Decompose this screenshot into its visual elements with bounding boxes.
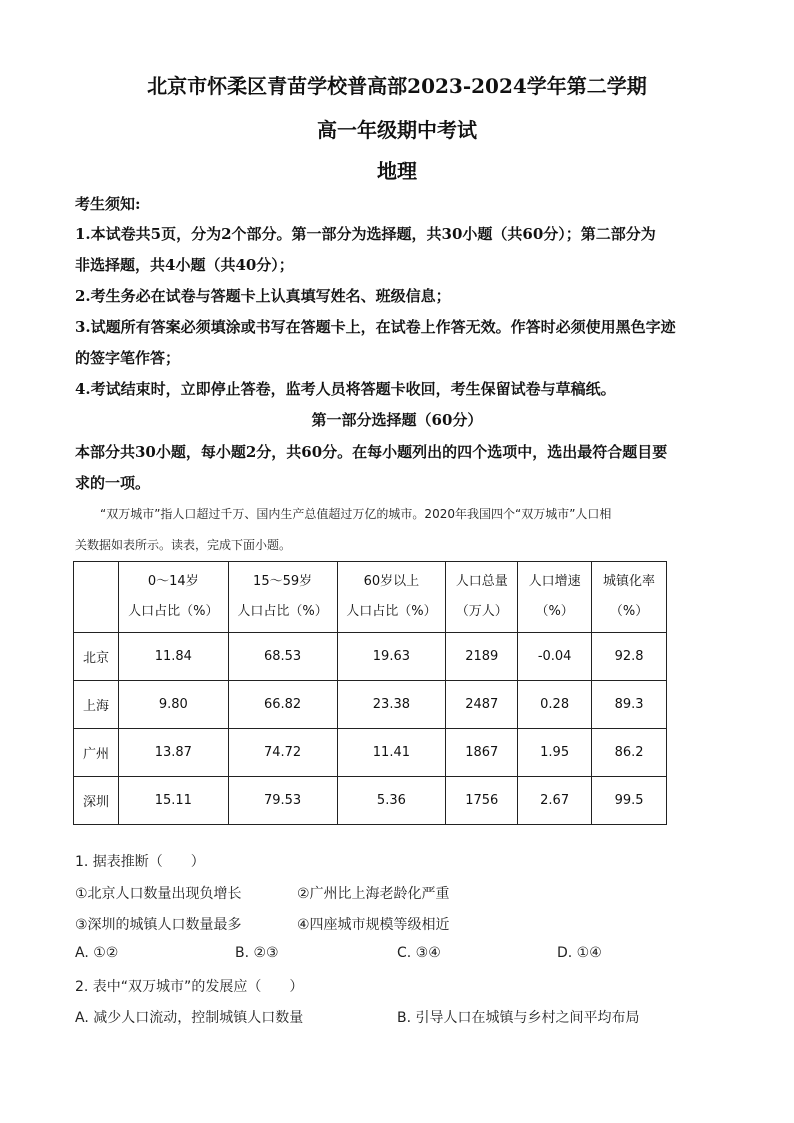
q1-option-c[interactable]: C. ③④ — [397, 945, 441, 961]
q1-statement-2: ②广州比上海老龄化严重 — [297, 886, 450, 902]
table-header-cell — [74, 562, 119, 633]
table-cell: 66.82 — [228, 681, 337, 729]
city-cell: 北京 — [74, 633, 119, 681]
table-header-cell: 15～59岁 人口占比（%） — [228, 562, 337, 633]
table-header-cell: 城镇化率 （%） — [592, 562, 667, 633]
part1-heading: 第一部分选择题（60分） — [311, 411, 483, 429]
table-header-row — [74, 562, 667, 633]
instruction-1b: 非选择题，共4小题（共40分）； — [75, 256, 294, 274]
table-cell: 1.95 — [518, 729, 592, 777]
table-cell: 2.67 — [518, 777, 592, 825]
table-header-cell: 60岁以上 人口占比（%） — [337, 562, 446, 633]
table-cell: 2189 — [446, 633, 518, 681]
table-row — [74, 777, 667, 825]
passage-line-1: “双万城市”指人口超过千万、国内生产总值超过万亿的城市。2020年我国四个“双万城市”人口相 — [100, 507, 612, 521]
table-cell: 74.72 — [228, 729, 337, 777]
exam-title: 高一年级期中考试 — [317, 118, 477, 142]
table-cell: 5.36 — [337, 777, 446, 825]
table-cell: 79.53 — [228, 777, 337, 825]
table-cell: 9.80 — [118, 681, 228, 729]
table-cell: 1756 — [446, 777, 518, 825]
instruction-3a: 3.试题所有答案必须填涂或书写在答题卡上，在试卷上作答无效。作答时必须使用黑色字迹 — [75, 318, 676, 336]
city-cell: 上海 — [74, 681, 119, 729]
table-cell: 15.11 — [118, 777, 228, 825]
table-row — [74, 633, 667, 681]
table-cell: 99.5 — [592, 777, 667, 825]
question-2-stem: 2. 表中“双万城市”的发展应（ ） — [75, 979, 304, 995]
table-cell: 13.87 — [118, 729, 228, 777]
q1-statement-1: ①北京人口数量出现负增长 — [75, 886, 242, 902]
school-title: 北京市怀柔区青苗学校普高部2023-2024学年第二学期 — [147, 74, 647, 98]
population-table — [73, 561, 667, 825]
subject-title: 地理 — [377, 159, 417, 183]
table-cell: 0.28 — [518, 681, 592, 729]
q2-option-b[interactable]: B. 引导人口在城镇与乡村之间平均布局 — [397, 1010, 640, 1026]
passage-line-2: 关数据如表所示。读表，完成下面小题。 — [75, 538, 292, 552]
q1-option-a[interactable]: A. ①② — [75, 945, 119, 961]
city-cell: 广州 — [74, 729, 119, 777]
table-header-cell: 0～14岁 人口占比（%） — [118, 562, 228, 633]
table-cell: 2487 — [446, 681, 518, 729]
instruction-3b: 的签字笔作答； — [75, 349, 181, 367]
table-cell: 11.84 — [118, 633, 228, 681]
instructions-heading: 考生须知: — [75, 195, 141, 213]
table-header-cell: 人口总量 （万人） — [446, 562, 518, 633]
q1-option-b[interactable]: B. ②③ — [235, 945, 279, 961]
table-row — [74, 681, 667, 729]
part1-desc-a: 本部分共30小题，每小题2分，共60分。在每小题列出的四个选项中，选出最符合题目要 — [75, 443, 668, 461]
q1-statement-4: ④四座城市规模等级相近 — [297, 917, 450, 933]
instruction-4: 4.考试结束时，立即停止答卷，监考人员将答题卡收回，考生保留试卷与草稿纸。 — [75, 380, 616, 398]
instruction-2: 2.考生务必在试卷与答题卡上认真填写姓名、班级信息； — [75, 287, 451, 305]
table-cell: -0.04 — [518, 633, 592, 681]
table-cell: 23.38 — [337, 681, 446, 729]
table-cell: 89.3 — [592, 681, 667, 729]
table-cell: 19.63 — [337, 633, 446, 681]
q1-statement-3: ③深圳的城镇人口数量最多 — [75, 917, 242, 933]
table-cell: 68.53 — [228, 633, 337, 681]
city-cell: 深圳 — [74, 777, 119, 825]
table-cell: 1867 — [446, 729, 518, 777]
q2-option-a[interactable]: A. 减少人口流动，控制城镇人口数量 — [75, 1010, 304, 1026]
table-cell: 86.2 — [592, 729, 667, 777]
table-row — [74, 729, 667, 777]
part1-desc-b: 求的一项。 — [75, 474, 151, 492]
instruction-1a: 1.本试卷共5页，分为2个部分。第一部分为选择题，共30小题（共60分）；第二部分为 — [75, 225, 656, 243]
table-header-cell: 人口增速 （%） — [518, 562, 592, 633]
question-1-stem: 1. 据表推断（ ） — [75, 854, 205, 870]
table-cell: 92.8 — [592, 633, 667, 681]
q1-option-d[interactable]: D. ①④ — [557, 945, 602, 961]
table-cell: 11.41 — [337, 729, 446, 777]
